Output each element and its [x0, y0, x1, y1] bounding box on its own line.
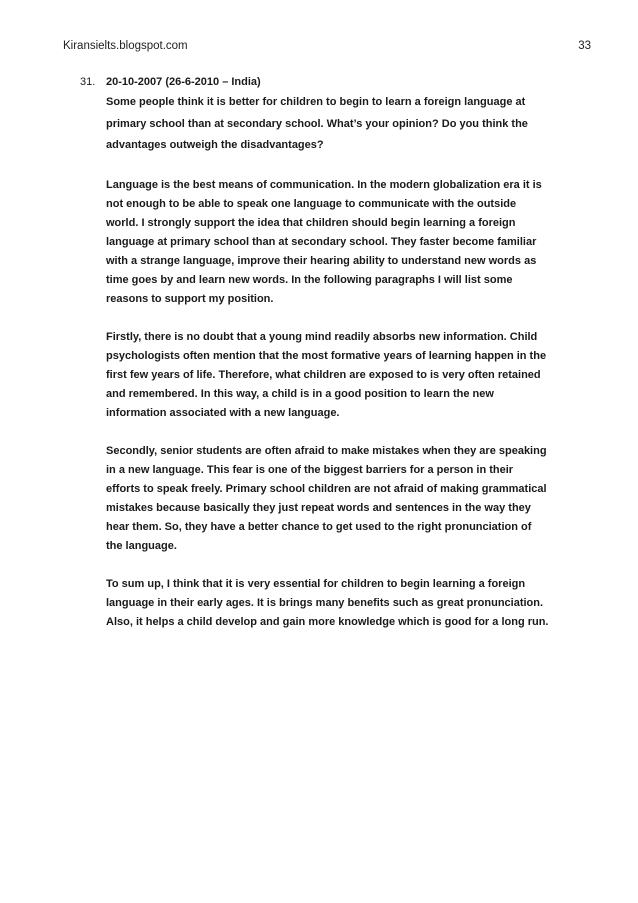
- essay-paragraph-conclusion: To sum up, I think that it is very essential for children to begin learning a foreign language in their early ages. It is brings many benefits such as great pronunciation. Also, it helps a child develop and gain more knowledge which is good for a long run.: [106, 577, 549, 628]
- essay-body: [80, 92, 550, 632]
- header-page-number: 33: [578, 40, 591, 52]
- essay-question: Some people think it is better for children to begin to learn a foreign language at primary school than at secondary school. What’s your opinion? Do you think the advantages outweigh the disadvantages?: [106, 96, 528, 151]
- essay-number: 31.: [80, 76, 96, 88]
- header-site-name: Kiransielts.blogspot.com: [63, 40, 188, 52]
- essay-heading: [80, 73, 550, 92]
- essay-paragraph-firstly: Firstly, there is no doubt that a young mind readily absorbs new information. Child psychologists often mention that the most formative years of learning happen in the first few years of life. Therefore, what children are exposed to is very often retained and remembered. In this way, a child is in a good position to learn the new information associated with a new language.: [106, 330, 547, 419]
- essay-date: 20-10-2007 (26-6-2010 – India): [106, 76, 261, 88]
- page-header: [63, 38, 591, 54]
- essay-paragraph-secondly: Secondly, senior students are often afraid to make mistakes when they are speaking in a new language. This fear is one of the biggest barriers for a person in their efforts to speak freely. Primary school children are not afraid of making grammatical mistakes because basically they just repeat words and sentences in the way they hear them. So, they have a better chance to get used to the right pronunciation of the language.: [106, 444, 547, 552]
- essay-paragraph-intro: Language is the best means of communication. In the modern globalization era it is not enough to be able to speak one language to communicate with the outside world. I strongly support the idea that children should begin learning a foreign language at primary school than at secondary school. They faster become familiar with a strange language, improve their hearing ability to understand new words as time goes by and learn new words. In the following paragraphs I will list some reasons to support my position.: [106, 178, 542, 305]
- essay-entry: [80, 73, 550, 651]
